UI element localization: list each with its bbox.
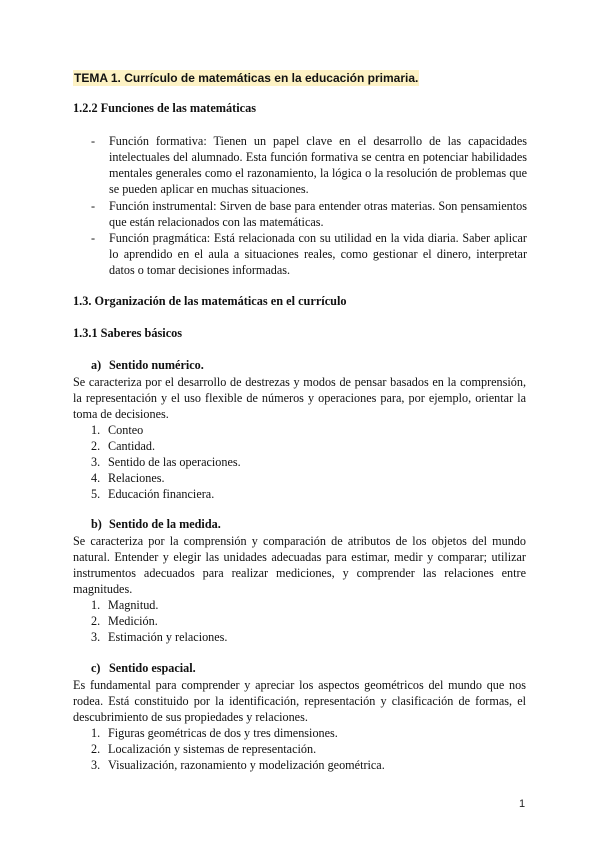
numbered-list xyxy=(91,597,227,645)
list-item-text: Relaciones. xyxy=(108,471,165,485)
list-number: 1. xyxy=(91,726,101,740)
topic-title: TEMA 1. Currículo de matemáticas en la educación primaria. xyxy=(74,71,419,85)
bullet-dash: - xyxy=(91,231,96,245)
subsection-title xyxy=(91,517,221,532)
numbered-list xyxy=(91,422,241,502)
list-number: 2. xyxy=(91,439,101,453)
list-item xyxy=(91,613,227,629)
list-item xyxy=(91,454,241,470)
paragraph: Es fundamental para comprender y apreciar los aspectos geométricos del mundo que nos rodea. Está constituido por la identificación, representación y clasificación de formas, el descubrimiento de sus propiedades y relaciones. xyxy=(73,678,526,724)
subsection-name: Sentido de la medida. xyxy=(109,517,221,531)
subsection-letter: c) xyxy=(91,661,101,675)
list-number: 2. xyxy=(91,614,101,628)
list-item xyxy=(91,757,385,773)
section-heading-1-3: 1.3. Organización de las matemáticas en el currículo xyxy=(73,294,347,308)
section-heading-1-2-2: 1.2.2 Funciones de las matemáticas xyxy=(73,101,257,115)
bullet-dash: - xyxy=(91,134,96,148)
list-item-text: Visualización, razonamiento y modelización geométrica. xyxy=(108,758,385,772)
list-item xyxy=(91,629,227,645)
numbered-list xyxy=(91,725,385,773)
list-item xyxy=(91,486,241,502)
list-item-text: Magnitud. xyxy=(108,598,159,612)
bullet-text: Función instrumental: Sirven de base para entender otras materias. Son pensamientos que están relacionados con las matemáticas. xyxy=(109,199,527,229)
bullet-text: Función formativa: Tienen un papel clave en el desarrollo de las capacidades intelectuales del alumnado. Esta función formativa se centra en potenciar habilidades mentales generales como el razonamiento, la lógica o la resolución de problemas que se pueden aplicar en muchas situaciones. xyxy=(109,134,527,196)
list-item xyxy=(91,725,385,741)
subsection-name: Sentido espacial. xyxy=(109,661,196,675)
subsection-title xyxy=(91,358,204,373)
list-number: 2. xyxy=(91,742,101,756)
list-item-text: Figuras geométricas de dos y tres dimensiones. xyxy=(108,726,338,740)
list-item-text: Estimación y relaciones. xyxy=(108,630,228,644)
bullet-item xyxy=(91,133,527,197)
page-number: 1 xyxy=(519,798,526,810)
bullet-item xyxy=(91,230,527,278)
list-item-text: Cantidad. xyxy=(108,439,156,453)
section-heading-1-3-1: 1.3.1 Saberes básicos xyxy=(73,326,183,340)
bullet-dash: - xyxy=(91,199,96,213)
list-item xyxy=(91,438,241,454)
list-item xyxy=(91,741,385,757)
list-item-text: Localización y sistemas de representación. xyxy=(108,742,317,756)
list-number: 3. xyxy=(91,758,101,772)
list-item xyxy=(91,597,227,613)
list-number: 4. xyxy=(91,471,101,485)
list-number: 5. xyxy=(91,487,101,501)
paragraph: Se caracteriza por el desarrollo de destrezas y modos de pensar basados en la comprensión, la representación y el uso flexible de números y operaciones para, por ejemplo, orientar la toma de decisiones. xyxy=(73,375,526,421)
list-item xyxy=(91,422,241,438)
subsection-name: Sentido numérico. xyxy=(109,358,204,372)
list-number: 3. xyxy=(91,630,101,644)
bullet-item xyxy=(91,198,527,230)
list-number: 1. xyxy=(91,423,101,437)
list-number: 1. xyxy=(91,598,101,612)
list-number: 3. xyxy=(91,455,101,469)
list-item-text: Medición. xyxy=(108,614,158,628)
bullet-text: Función pragmática: Está relacionada con su utilidad en la vida diaria. Saber aplicar lo aprendido en el aula a situaciones reales, como gestionar el dinero, interpretar datos o tomar decisiones informadas. xyxy=(109,231,527,277)
list-item-text: Sentido de las operaciones. xyxy=(108,455,241,469)
subsection-letter: b) xyxy=(91,517,102,531)
list-item-text: Conteo xyxy=(108,423,144,437)
subsection-title xyxy=(91,661,196,676)
list-item xyxy=(91,470,241,486)
subsection-letter: a) xyxy=(91,358,102,372)
list-item-text: Educación financiera. xyxy=(108,487,215,501)
paragraph: Se caracteriza por la comprensión y comparación de atributos de los objetos del mundo natural. Entender y elegir las unidades adecuadas para estimar, medir y comparar; utilizar instrumentos adecuados para realizar mediciones, y comprender las relaciones entre magnitudes. xyxy=(73,534,526,596)
